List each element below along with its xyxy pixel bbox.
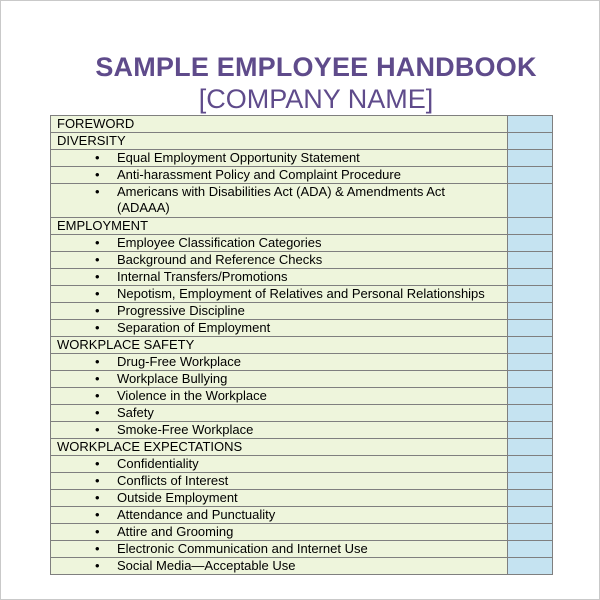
list-item-label: Smoke-Free Workplace: [117, 422, 254, 437]
list-item-label: Attire and Grooming: [117, 524, 234, 539]
list-item: [51, 354, 507, 370]
item-row: [51, 388, 553, 405]
section-row: [51, 218, 553, 235]
toc-text-cell: [51, 167, 508, 184]
bullet-icon: •: [95, 473, 100, 488]
list-item: [51, 422, 507, 438]
list-item-label: Confidentiality: [117, 456, 199, 471]
toc-text-cell: [51, 218, 508, 235]
list-item: [51, 541, 507, 557]
list-item-label: Background and Reference Checks: [117, 252, 323, 267]
section-heading: FOREWORD: [57, 116, 135, 131]
bullet-icon: •: [95, 405, 100, 420]
list-item-label: Conflicts of Interest: [117, 473, 229, 488]
bullet-icon: •: [95, 167, 100, 182]
list-item: [51, 558, 507, 574]
page-number-cell: [508, 456, 553, 473]
item-row: [51, 558, 553, 575]
toc-text-cell: [51, 320, 508, 337]
list-item: [51, 269, 507, 285]
list-item-label: Drug-Free Workplace: [117, 354, 242, 369]
toc-text-cell: [51, 116, 508, 133]
page-number-cell: [508, 269, 553, 286]
toc-text-cell: [51, 286, 508, 303]
bullet-icon: •: [95, 184, 100, 199]
toc-body: [51, 116, 553, 575]
list-item: [51, 388, 507, 404]
list-item: [51, 490, 507, 506]
page-number-cell: [508, 337, 553, 354]
bullet-icon: •: [95, 354, 100, 369]
list-item-label: Internal Transfers/Promotions: [117, 269, 288, 284]
toc-text-cell: [51, 422, 508, 439]
page-number-cell: [508, 116, 553, 133]
list-item: [51, 235, 507, 251]
section-heading: WORKPLACE SAFETY: [57, 337, 195, 352]
item-row: [51, 269, 553, 286]
list-item-label: Progressive Discipline: [117, 303, 245, 318]
list-item-label: Electronic Communication and Internet Use: [117, 541, 368, 556]
toc-text-cell: [51, 456, 508, 473]
toc-text-cell: [51, 405, 508, 422]
page-number-cell: [508, 286, 553, 303]
toc-text-cell: [51, 371, 508, 388]
bullet-icon: •: [95, 252, 100, 267]
section-heading: EMPLOYMENT: [57, 218, 149, 233]
toc-text-cell: [51, 524, 508, 541]
item-row: [51, 524, 553, 541]
page-number-cell: [508, 354, 553, 371]
item-row: [51, 286, 553, 303]
list-item-label: Employee Classification Categories: [117, 235, 322, 250]
bullet-icon: •: [95, 269, 100, 284]
bullet-icon: •: [95, 371, 100, 386]
item-row: [51, 371, 553, 388]
toc-text-cell: [51, 184, 508, 218]
item-row: [51, 507, 553, 524]
toc-text-cell: [51, 507, 508, 524]
page-number-cell: [508, 218, 553, 235]
toc-text-cell: [51, 354, 508, 371]
toc-text-cell: [51, 558, 508, 575]
list-item: [51, 524, 507, 540]
bullet-icon: •: [95, 524, 100, 539]
list-item: [51, 507, 507, 523]
list-item-label: Equal Employment Opportunity Statement: [117, 150, 360, 165]
item-row: [51, 422, 553, 439]
page-number-cell: [508, 524, 553, 541]
toc-text-cell: [51, 133, 508, 150]
section-row: [51, 133, 553, 150]
list-item: [51, 320, 507, 336]
list-item-label: Outside Employment: [117, 490, 238, 505]
list-item: [51, 456, 507, 472]
list-item: [51, 405, 507, 421]
toc-text-cell: [51, 337, 508, 354]
bullet-icon: •: [95, 422, 100, 437]
list-item-label: Violence in the Workplace: [117, 388, 267, 403]
bullet-icon: •: [95, 286, 100, 301]
item-row: [51, 490, 553, 507]
bullet-icon: •: [95, 235, 100, 250]
item-row: [51, 456, 553, 473]
list-item: [51, 303, 507, 319]
list-item: [51, 150, 507, 166]
toc-text-cell: [51, 439, 508, 456]
page-number-cell: [508, 473, 553, 490]
section-heading: DIVERSITY: [57, 133, 126, 148]
list-item: [51, 473, 507, 489]
item-row: [51, 252, 553, 269]
page-number-cell: [508, 507, 553, 524]
item-row: [51, 473, 553, 490]
list-item-label: Attendance and Punctuality: [117, 507, 276, 522]
page-number-cell: [508, 558, 553, 575]
toc-text-cell: [51, 235, 508, 252]
bullet-icon: •: [95, 541, 100, 556]
bullet-icon: •: [95, 303, 100, 318]
table-of-contents: [50, 115, 553, 575]
page-number-cell: [508, 167, 553, 184]
page-number-cell: [508, 490, 553, 507]
page-number-cell: [508, 150, 553, 167]
company-name-placeholder: [COMPANY NAME]: [198, 84, 434, 114]
list-item-label: Nepotism, Employment of Relatives and Personal Relationships: [117, 286, 485, 301]
toc-text-cell: [51, 490, 508, 507]
page-number-cell: [508, 405, 553, 422]
toc-text-cell: [51, 388, 508, 405]
toc-text-cell: [51, 252, 508, 269]
item-row: [51, 150, 553, 167]
section-row: [51, 337, 553, 354]
item-row: [51, 541, 553, 558]
page-number-cell: [508, 235, 553, 252]
bullet-icon: •: [95, 507, 100, 522]
item-row: [51, 405, 553, 422]
section-row: [51, 439, 553, 456]
list-item-label: Safety: [117, 405, 154, 420]
list-item-label: Social Media—Acceptable Use: [117, 558, 296, 573]
page-number-cell: [508, 371, 553, 388]
bullet-icon: •: [95, 388, 100, 403]
page-number-cell: [508, 184, 553, 218]
page-number-cell: [508, 422, 553, 439]
toc-text-cell: [51, 541, 508, 558]
list-item: [51, 286, 507, 302]
item-row: [51, 184, 553, 218]
bullet-icon: •: [95, 150, 100, 165]
page-number-cell: [508, 388, 553, 405]
bullet-icon: •: [95, 558, 100, 573]
page-number-cell: [508, 541, 553, 558]
list-item: [51, 252, 507, 268]
page-number-cell: [508, 439, 553, 456]
toc-text-cell: [51, 473, 508, 490]
toc-text-cell: [51, 269, 508, 286]
item-row: [51, 167, 553, 184]
list-item: [51, 167, 507, 183]
document-title: SAMPLE EMPLOYEE HANDBOOK: [95, 52, 537, 82]
list-item-label: Anti-harassment Policy and Complaint Procedure: [117, 167, 401, 182]
item-row: [51, 320, 553, 337]
list-item-label: Separation of Employment: [117, 320, 271, 335]
page-number-cell: [508, 303, 553, 320]
list-item-label: Workplace Bullying: [117, 371, 228, 386]
item-row: [51, 303, 553, 320]
toc-text-cell: [51, 303, 508, 320]
toc-text-cell: [51, 150, 508, 167]
page-number-cell: [508, 252, 553, 269]
item-row: [51, 354, 553, 371]
list-item-label: Americans with Disabilities Act (ADA) & Amendments Act (ADAAA): [117, 184, 446, 215]
list-item: [51, 184, 507, 217]
item-row: [51, 235, 553, 252]
page-number-cell: [508, 133, 553, 150]
page-number-cell: [508, 320, 553, 337]
bullet-icon: •: [95, 320, 100, 335]
bullet-icon: •: [95, 490, 100, 505]
section-heading: WORKPLACE EXPECTATIONS: [57, 439, 243, 454]
list-item: [51, 371, 507, 387]
section-row: [51, 116, 553, 133]
bullet-icon: •: [95, 456, 100, 471]
